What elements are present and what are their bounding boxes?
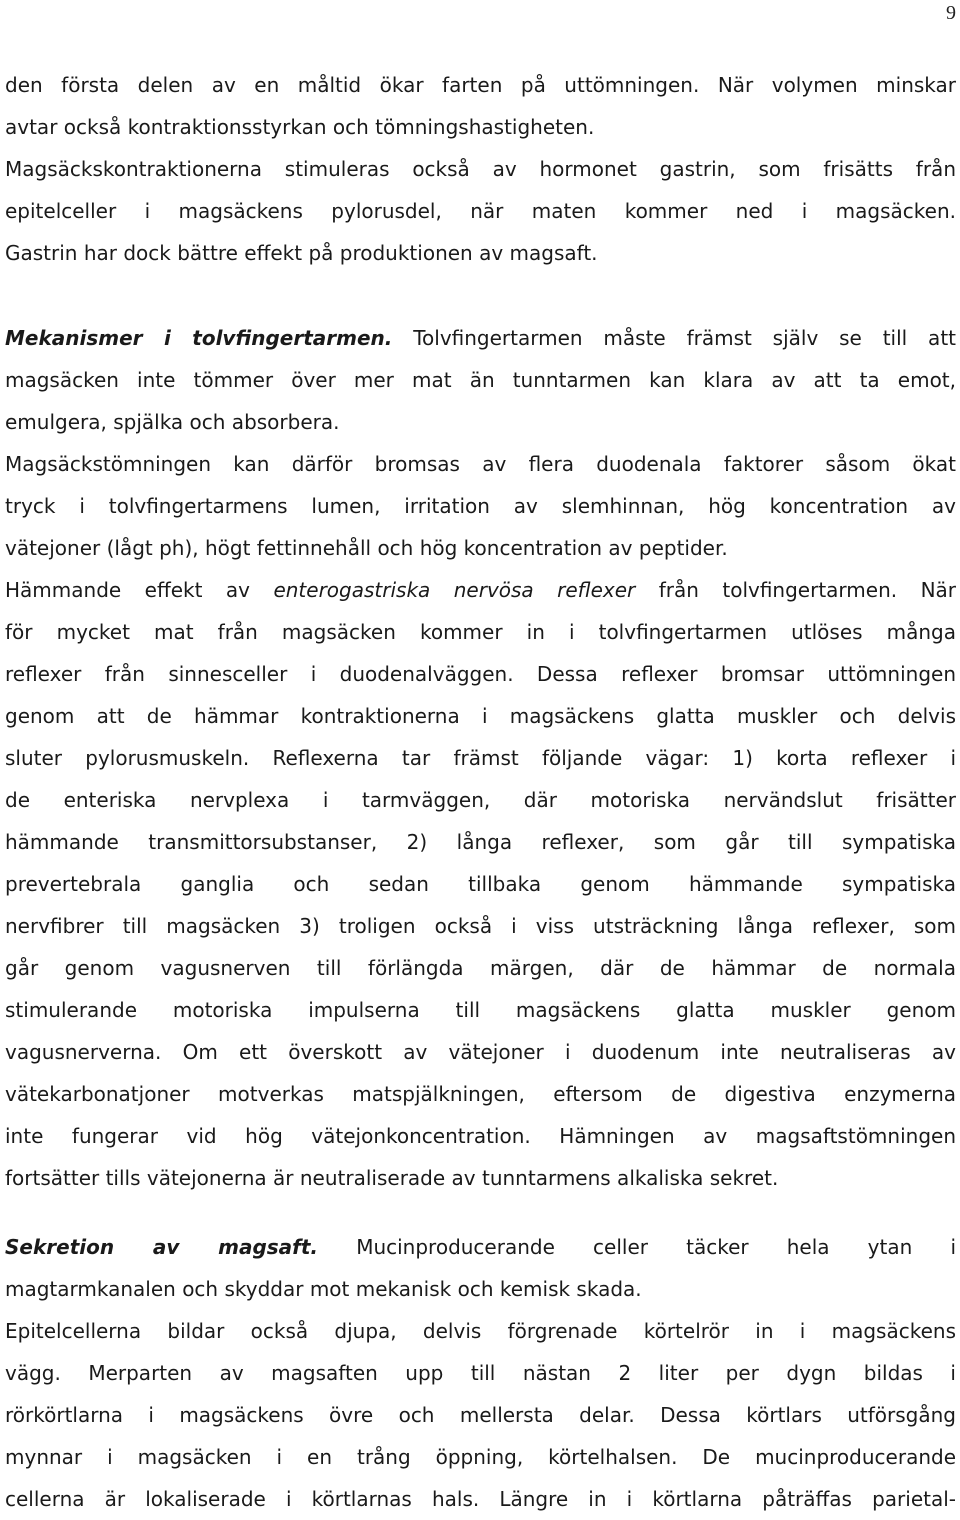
text-line: mynnar i magsäcken i en trång öppning, körtelhalsen. De mucinproducerande: [5, 1445, 956, 1469]
text-line: hämmande transmittorsubstanser, 2) långa reflexer, som går till sympatiska: [5, 830, 956, 854]
text-line: tryck i tolvfingertarmens lumen, irritation av slemhinnan, hög koncentration av: [5, 494, 956, 518]
text-line: genom att de hämmar kontraktionerna i magsäckens glatta muskler och delvis: [5, 704, 956, 728]
text-run: Hämmande effekt av: [5, 578, 274, 602]
paragraph-gastric-emptying: [5, 64, 956, 274]
text-line: de enteriska nervplexa i tarmväggen, där motoriska nervändslut frisätter: [5, 788, 956, 812]
text-line: Magsäckstömningen kan därför bromsas av flera duodenala faktorer såsom ökat: [5, 452, 956, 476]
paragraph-spacer: [5, 274, 956, 317]
text-line: reflexer från sinnesceller i duodenalväggen. Dessa reflexer bromsar uttömningen: [5, 662, 956, 686]
paragraph-spacer: [5, 1199, 956, 1226]
text-line: cellerna är lokaliserade i körtlarnas hals. Längre in i körtlarna påträffas parietal-: [5, 1487, 956, 1511]
text-line: Magsäckskontraktionerna stimuleras också av hormonet gastrin, som frisätts från: [5, 157, 956, 181]
text-line: magsäcken inte tömmer över mer mat än tunntarmen kan klara av att ta emot,: [5, 368, 956, 392]
text-line: Gastrin har dock bättre effekt på produktionen av magsaft.: [5, 241, 598, 265]
document-page: [5, 64, 956, 1520]
text-line: fortsätter tills vätejonerna är neutraliserade av tunntarmens alkaliska sekret.: [5, 1166, 779, 1190]
text-line: vätekarbonatjoner motverkas matspjälkningen, eftersom de digestiva enzymerna: [5, 1082, 956, 1106]
text-run: Tolvfingertarmen måste främst själv se till att: [392, 326, 956, 350]
text-line: magtarmkanalen och skyddar mot mekanisk och kemisk skada.: [5, 1277, 642, 1301]
text-line: stimulerande motoriska impulserna till magsäckens glatta muskler genom: [5, 998, 956, 1022]
text-line: [5, 1226, 956, 1268]
text-line: vätejoner (lågt ph), högt fettinnehåll och hög koncentration av peptider.: [5, 536, 728, 560]
text-line: sluter pylorusmuskeln. Reflexerna tar främst följande vägar: 1) korta reflexer i: [5, 746, 956, 770]
text-line: går genom vagusnerven till förlängda märgen, där de hämmar de normala: [5, 956, 956, 980]
text-run: Mucinproducerande celler täcker hela ytan i: [318, 1235, 956, 1259]
text-line: vägg. Merparten av magsaften upp till nästan 2 liter per dygn bildas i: [5, 1361, 956, 1385]
text-line: prevertebrala ganglia och sedan tillbaka genom hämmande sympatiska: [5, 872, 956, 896]
text-line: Epitelcellerna bildar också djupa, delvis förgrenade körtelrör in i magsäckens: [5, 1319, 956, 1343]
section-heading: Sekretion av magsaft.: [5, 1235, 319, 1259]
text-line: avtar också kontraktionsstyrkan och tömningshastigheten.: [5, 115, 595, 139]
section-heading: Mekanismer i tolvfingertarmen.: [5, 326, 393, 350]
paragraph-duodenum-mechanisms: [5, 317, 956, 1199]
text-line: för mycket mat från magsäcken kommer in i tolvfingertarmen utlöses många: [5, 620, 956, 644]
text-line: inte fungerar vid hög vätejonkoncentration. Hämningen av magsaftstömningen: [5, 1124, 956, 1148]
text-line: epitelceller i magsäckens pylorusdel, när maten kommer ned i magsäcken.: [5, 199, 956, 223]
text-line: nervfibrer till magsäcken 3) troligen också i viss utsträckning långa reflexer, som: [5, 914, 956, 938]
page-number: 9: [946, 2, 956, 24]
text-run: från tolvfingertarmen. När: [635, 578, 957, 602]
text-line: emulgera, spjälka och absorbera.: [5, 410, 340, 434]
text-line: vagusnerverna. Om ett överskott av vätejoner i duodenum inte neutraliseras av: [5, 1040, 956, 1064]
paragraph-gastric-secretion: [5, 1226, 956, 1520]
text-line: den första delen av en måltid ökar farten på uttömningen. När volymen minskar: [5, 73, 956, 97]
text-line: [5, 569, 956, 611]
emphasized-term: enterogastriska nervösa reflexer: [273, 578, 636, 602]
text-line: rörkörtlarna i magsäckens övre och mellersta delar. Dessa körtlars utförsgång: [5, 1403, 956, 1427]
text-line: [5, 317, 956, 359]
